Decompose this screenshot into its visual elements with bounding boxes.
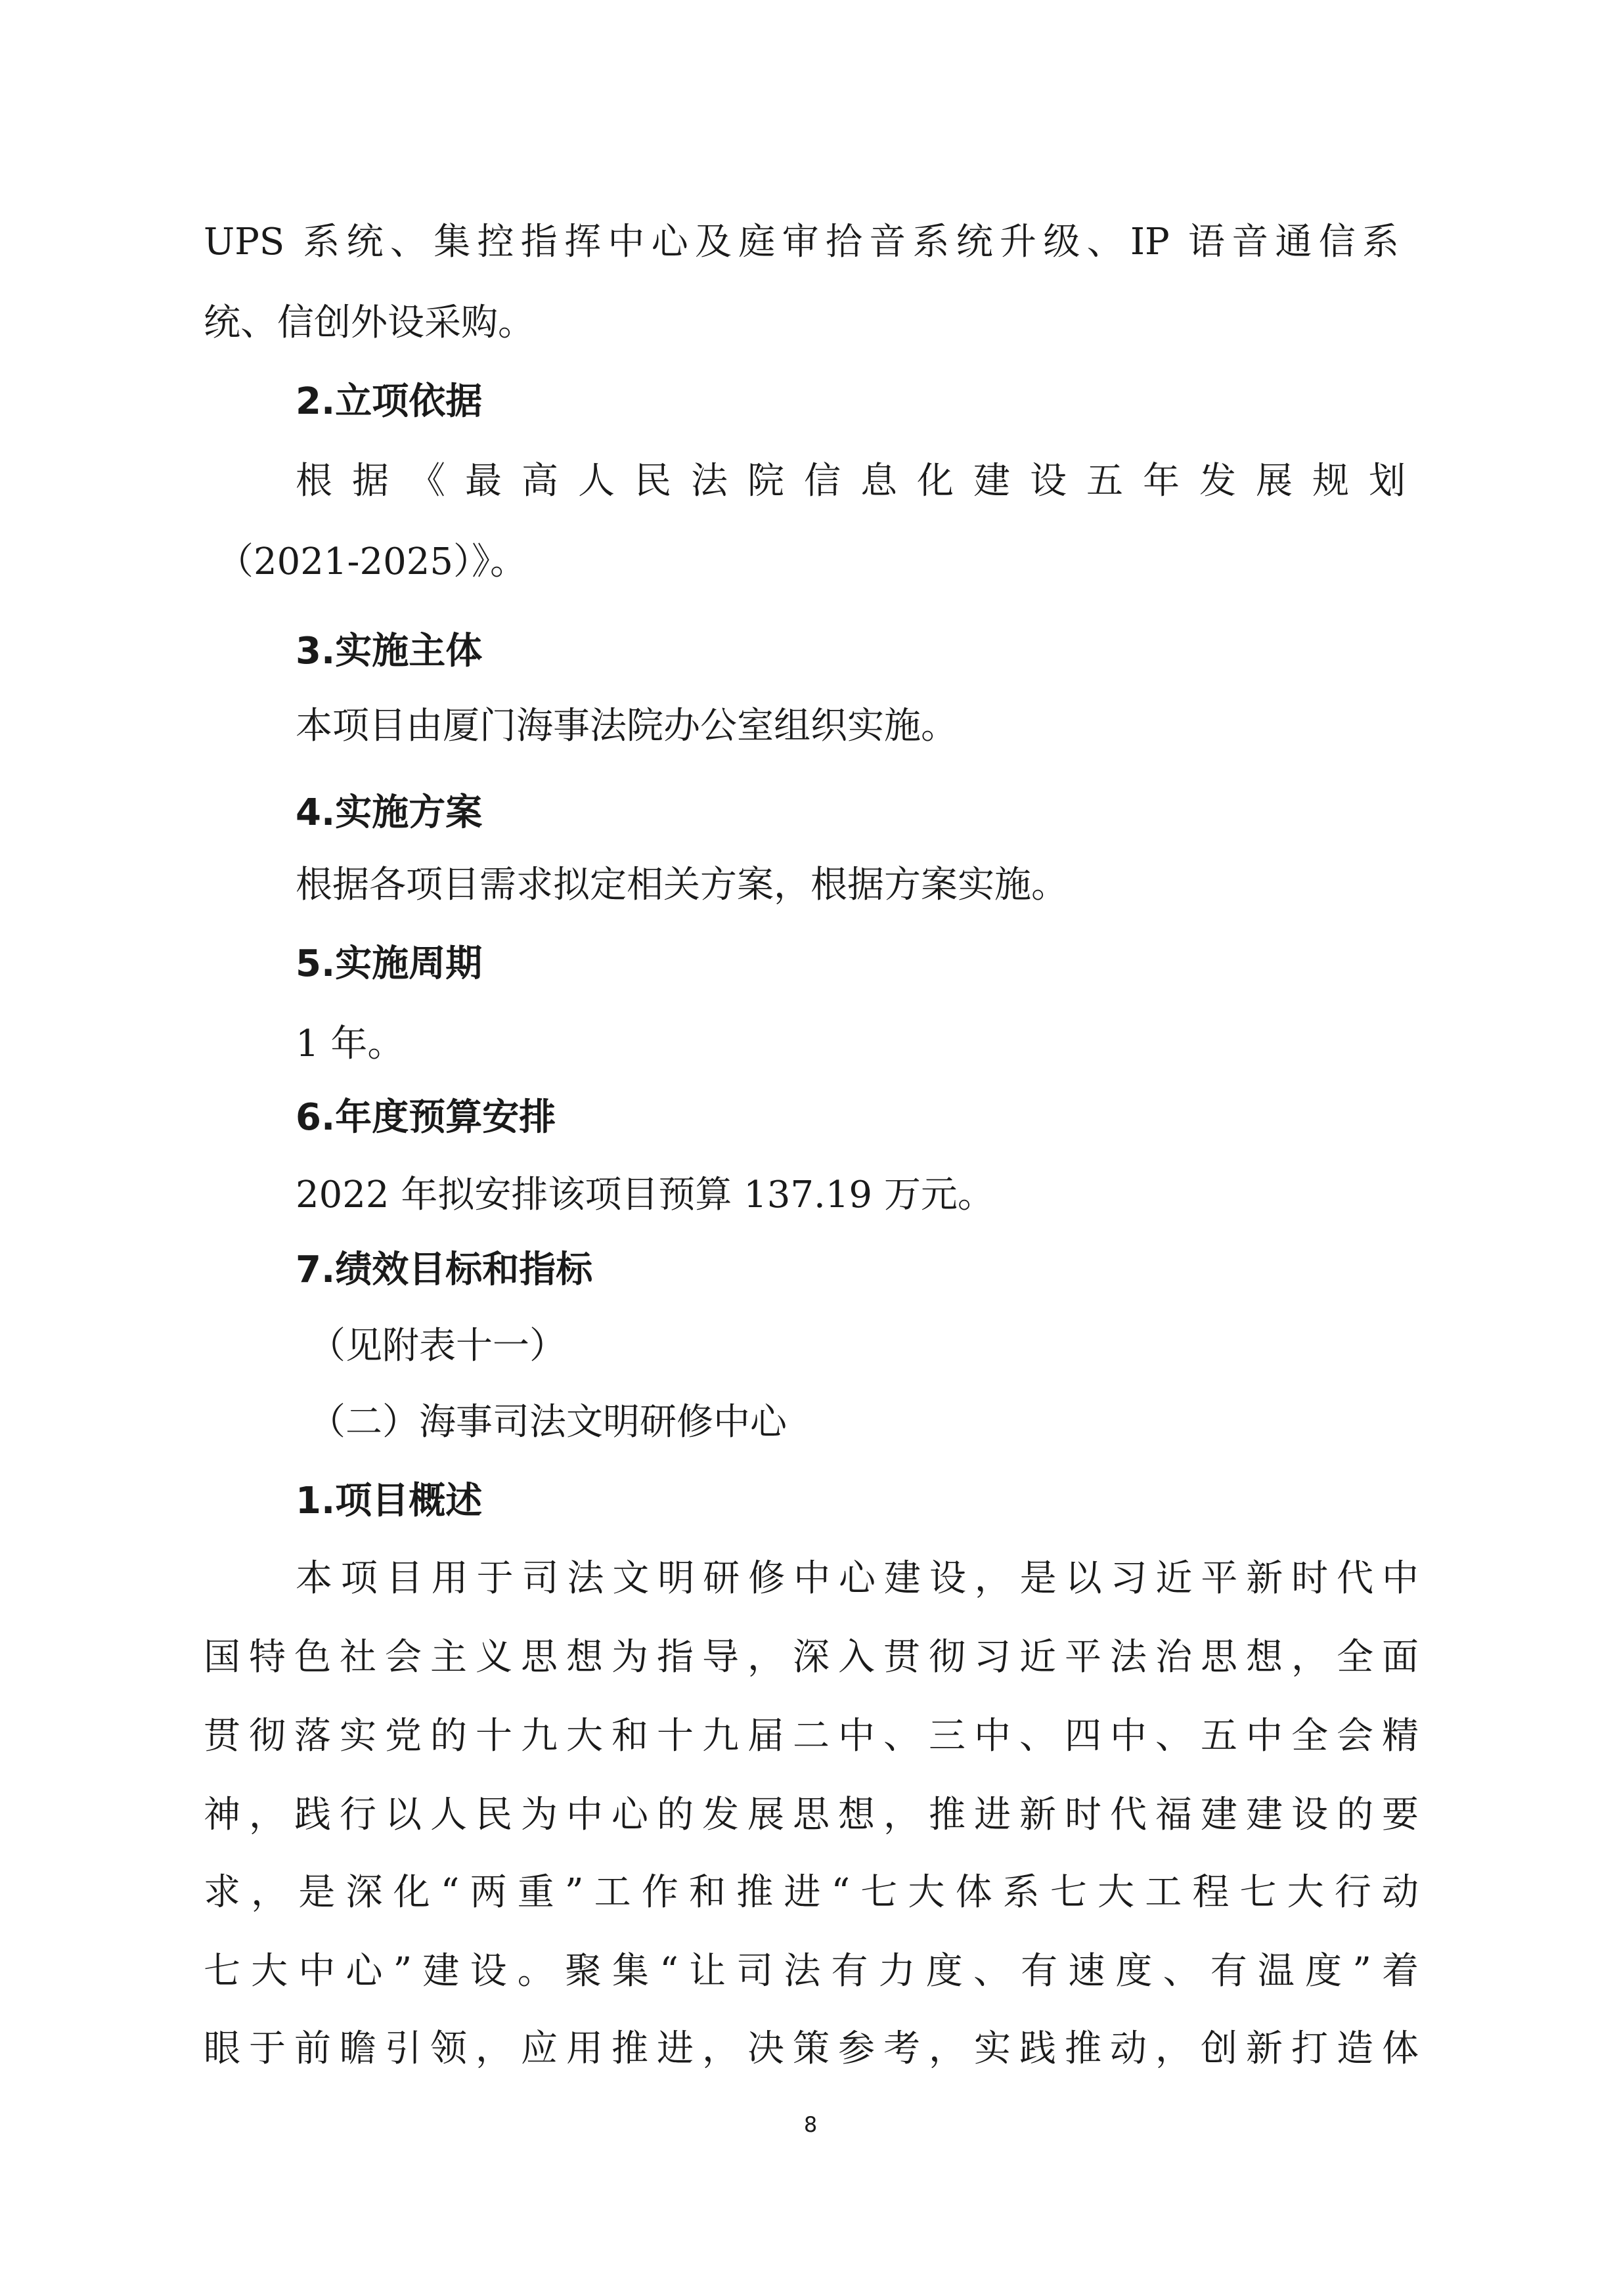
- paragraph-line: 眼于前瞻引领，应用推进，决策参考，实践推动，创新打造体: [204, 2027, 1419, 2070]
- paragraph-line: 贯彻落实党的十九大和十九届二中、三中、四中、五中全会精: [204, 1715, 1419, 1757]
- section-heading: （二）海事司法文明研修中心: [309, 1401, 787, 1444]
- paragraph-line: （见附表十一）: [309, 1325, 566, 1367]
- section-heading: 4.实施方案: [296, 791, 483, 834]
- paragraph-line: 本项目由厦门海事法院办公室组织实施。: [296, 705, 958, 747]
- paragraph-line: 求，是深化“两重”工作和推进“七大体系七大工程七大行动: [204, 1871, 1419, 1914]
- paragraph-line: 神，践行以人民为中心的发展思想，推进新时代福建建设的要: [204, 1794, 1419, 1836]
- section-heading: 2.立项依据: [296, 380, 483, 423]
- section-heading: 7.绩效目标和指标: [296, 1248, 593, 1291]
- paragraph-line: （2021-2025）》。: [217, 541, 527, 583]
- section-heading: 3.实施主体: [296, 630, 483, 673]
- section-heading: 6.年度预算安排: [296, 1096, 556, 1139]
- paragraph-line: 根据各项目需求拟定相关方案，根据方案实施。: [296, 864, 1068, 906]
- section-heading: 1.项目概述: [296, 1480, 483, 1522]
- paragraph-line: 根据《最高人民法院信息化建设五年发展规划: [296, 460, 1406, 502]
- section-heading: 5.实施周期: [296, 942, 483, 985]
- paragraph-line: 本项目用于司法文明研修中心建设，是以习近平新时代中: [296, 1557, 1419, 1600]
- page-number: 8: [803, 2112, 818, 2137]
- paragraph-line: 1 年。: [296, 1023, 405, 1065]
- paragraph-line: 2022 年拟安排该项目预算 137.19 万元。: [296, 1174, 994, 1216]
- paragraph-line: UPS 系统、集控指挥中心及庭审拾音系统升级、IP 语音通信系: [204, 221, 1399, 263]
- paragraph-line: 统、信创外设采购。: [204, 301, 535, 344]
- paragraph-line: 国特色社会主义思想为指导，深入贯彻习近平法治思想，全面: [204, 1636, 1419, 1679]
- paragraph-line: 七大中心”建设。聚集“让司法有力度、有速度、有温度”着: [204, 1950, 1419, 1993]
